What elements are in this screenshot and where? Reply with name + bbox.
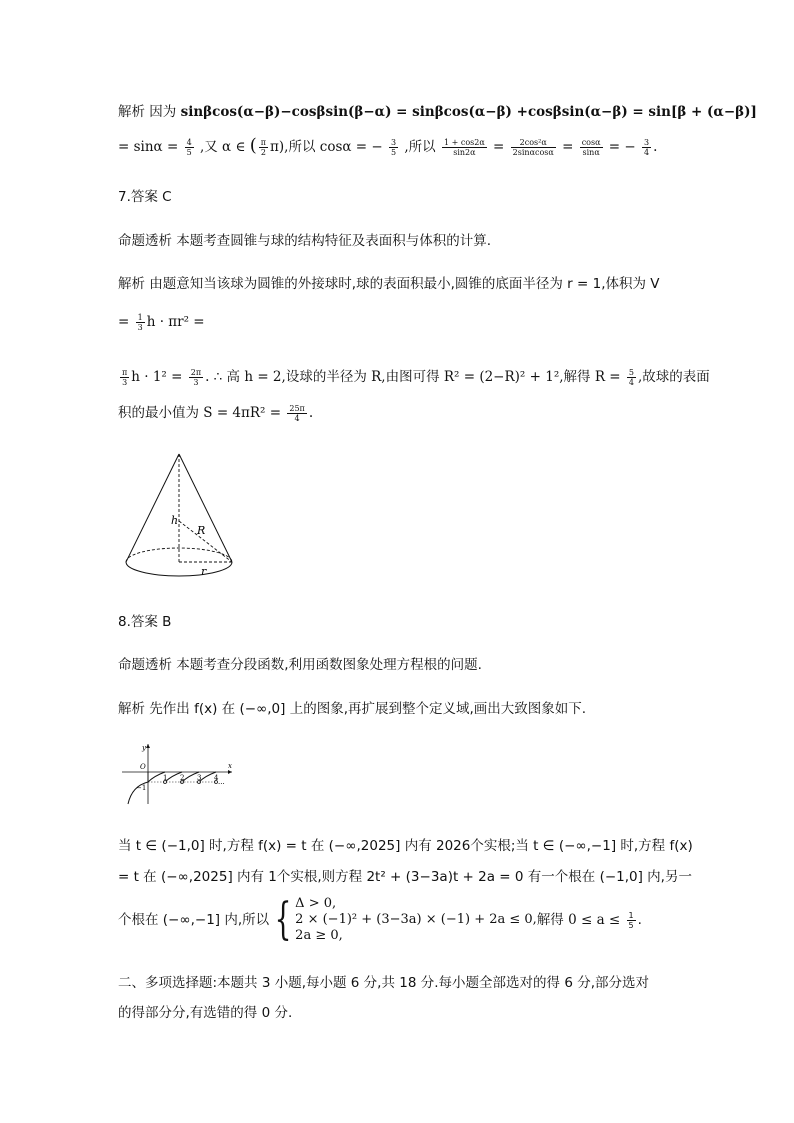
system-row-2: 2 × (−1)² + (3−3a) × (−1) + 2a ≤ 0, (295, 912, 537, 927)
label-r: r (201, 565, 207, 578)
text: ,又 α ∈ (199, 139, 250, 155)
fraction: $\frac{\text{2cos²α}}{2\sin\alpha\cos\alpha}$ (512, 138, 554, 157)
text: ,所以 (404, 139, 440, 155)
fraction: $\frac{25\pi}{4}$ (289, 404, 305, 423)
graph-neg1-label: −1 (136, 784, 147, 792)
system-row-3: 2a ≥ 0, (295, 928, 343, 943)
function-graph (118, 742, 236, 806)
graph-tick-1: 1 (163, 774, 168, 782)
text: . ∴ 高 h = 2,设球的半径为 R,由图可得 R² = (2−R)² + 1²,解得 R = (205, 369, 625, 385)
q7-solution-line-1: 解析 由题意知当该球为圆锥的外接球时,球的表面积最小,圆锥的底面半径为 r = 1,体积为 V (118, 276, 660, 292)
system-row-1: Δ > 0, (295, 896, 337, 911)
q7-solution-line-4 (118, 404, 313, 423)
text: 积的最小值为 S = 4πR² = (118, 405, 286, 421)
fraction: $\frac{\pi}{2}$ (260, 138, 267, 157)
q8-solution-line-1: 解析 先作出 f(x) 在 (−∞,0] 上的图象,再扩展到整个定义域,画出大致图象如下. (118, 701, 587, 717)
fraction: $\frac{1 + \cos 2\alpha}{\sin 2\alpha}$ (443, 138, 485, 157)
q7-intent: 命题透析 本题考查圆锥与球的结构特征及表面积与体积的计算. (118, 233, 492, 249)
text: 解得 0 ≤ a ≤ (536, 912, 625, 928)
text: π),所以 cosα = − (270, 139, 383, 155)
system-brace: { (274, 894, 292, 945)
graph-x-label: x (228, 762, 232, 770)
graph-tick-2: 2 (180, 774, 185, 782)
fraction: $\frac{3}{4}$ (644, 138, 650, 157)
q8-solution-line-2: 当 t ∈ (−1,0] 时,方程 f(x) = t 在 (−∞,2025] 内有 2026个实根;当 t ∈ (−∞,−1] 时,方程 f(x) (118, 838, 693, 854)
section-2-line-1: 二、多项选择题:本题共 3 小题,每小题 6 分,共 18 分.每小题全部选对的得 6 分,部分选对 (118, 975, 649, 991)
graph-dots: ··· (218, 780, 225, 788)
fraction: $\frac{\cos\alpha}{\sin\alpha}$ (581, 138, 601, 157)
q7-solution-line-2 (118, 313, 205, 332)
text: = sinα = (118, 139, 183, 155)
label-h: h (171, 514, 179, 527)
fraction: $\frac{1}{3}$ (137, 313, 143, 332)
cone-sphere-figure (118, 448, 243, 593)
q7-answer: 7.答案 C (118, 189, 172, 205)
q8-solution-line-3: = t 在 (−∞,2025] 内有 1个实根,则方程 2t² + (3−3a)t + 2a = 0 有一个根在 (−1,0] 内,另一 (118, 869, 692, 885)
fraction: $\frac{4}{5}$ (186, 138, 192, 157)
graph-tick-3: 3 (197, 774, 202, 782)
fraction: $\frac{3}{5}$ (391, 138, 397, 157)
fraction: $\frac{\pi}{3}$ (122, 368, 128, 387)
fraction: $\frac{1}{5}$ (628, 910, 634, 930)
base-front-arc (126, 562, 232, 576)
text: = (118, 314, 134, 330)
q8-answer: 8.答案 B (118, 614, 172, 630)
graph-tick-4: 4 (214, 774, 219, 782)
inequality-system (295, 896, 537, 944)
graph-origin-label: O (140, 763, 146, 771)
x-arrow (228, 770, 232, 774)
text: h · 1² = (131, 369, 187, 385)
label-R: R (197, 524, 206, 537)
section-2-line-2: 的得部分分,有选错的得 0 分. (118, 1005, 293, 1021)
text: ,故球的表面 (637, 369, 710, 385)
fraction: $\frac{2\pi}{3}$ (190, 368, 202, 387)
text: 因为 (149, 104, 177, 120)
graph-y-label: y (142, 744, 146, 752)
y-arrow (146, 744, 150, 748)
text: . (308, 405, 314, 421)
text: h · πr² = (146, 314, 205, 330)
q8-intent: 命题透析 本题考查分段函数,利用函数图象处理方程根的问题. (118, 657, 482, 673)
solution-label: 解析 (118, 104, 145, 120)
cone-left-edge (126, 454, 179, 562)
sphere-radius-line (179, 521, 232, 562)
text: 个根在 (−∞,−1] 内,所以 (118, 912, 270, 928)
q8-solution-line-4: 个根在 (−∞,−1] 内,所以 { Δ > 0, 2 × (−1)² + (3−3a) × (−1) + 2a ≤ 0, 2a ≥ 0, 解得 0 ≤ a ≤ $\frac{1}{5}$ . (118, 894, 642, 945)
q6-solution-line-2: = sinα = $\frac{4}{5}$ ,又 α ∈ ( $\frac{\pi}{2}$ π),所以 cosα = − $\frac{3}{5}$ ,所以 $\frac{1 + \cos 2\alpha}{\sin 2\alpha}$ = $\frac{\text{2cos²α}}{2\sin\alpha\cos\alpha}$ = $\frac{\cos\alpha}{\sin\alpha}$ = − $\frac{3}{4}$ . (118, 135, 658, 157)
q6-solution-line-1 (118, 103, 757, 121)
text: = − (604, 139, 636, 155)
fraction: $\frac{5}{4}$ (628, 368, 634, 387)
cone-right-edge (179, 454, 232, 562)
q7-solution-line-3 (118, 368, 710, 387)
formula: sinβcos(α−β)−cosβsin(β−α) = sinβcos(α−β) +cosβsin(α−β) = sin[β + (α−β)] (180, 104, 757, 120)
